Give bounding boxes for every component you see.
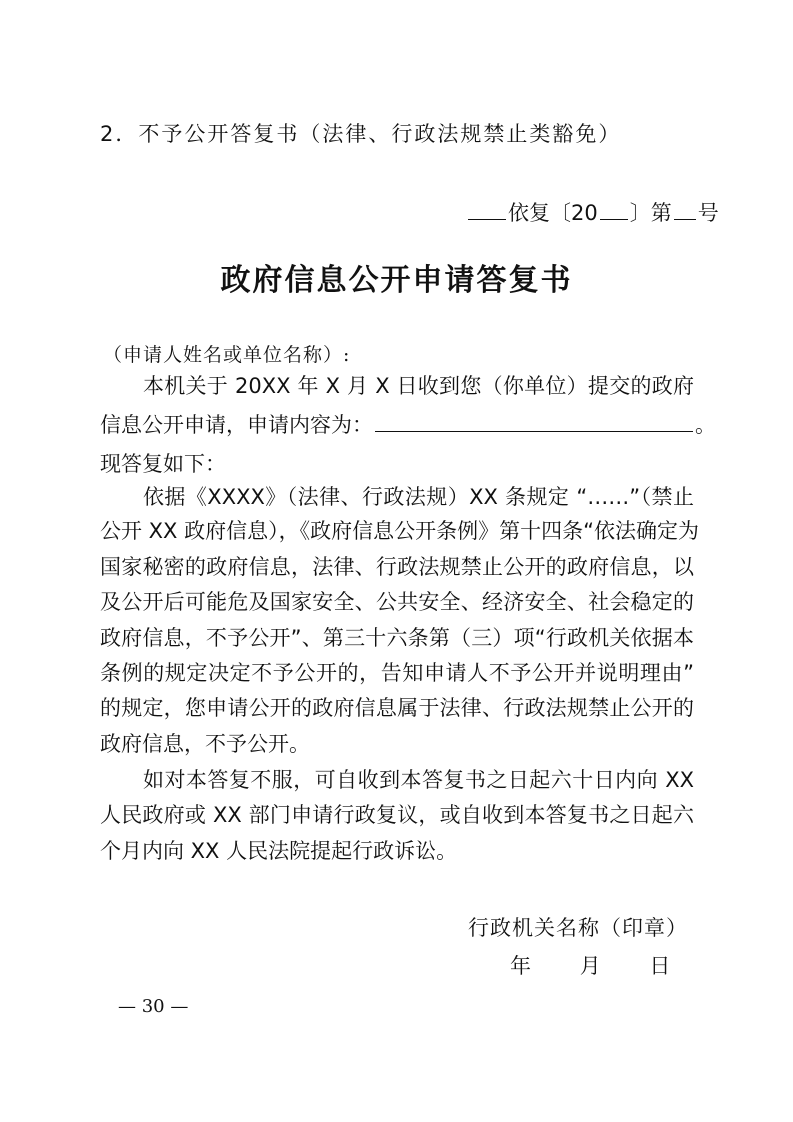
doc-number-serial-blank[interactable]: [674, 199, 696, 220]
request-content-end: 。: [695, 413, 716, 437]
doc-number-part1: 依复〔20: [508, 201, 598, 225]
paragraph1-line: [100, 409, 716, 441]
paragraph2-line: 及公开后可能危及国家安全、公共安全、经济安全、社会稳定的: [100, 590, 694, 614]
section-heading: 2．不予公开答复书（法律、行政法规禁止类豁免）: [100, 122, 622, 146]
salutation: （申请人姓名或单位名称）:: [103, 344, 351, 366]
date-year: 年: [510, 954, 531, 978]
paragraph1-line: 现答复如下：: [100, 452, 226, 476]
paragraph2-line: 公开 XX 政府信息），《政府信息公开条例》第十四条“依法确定为: [100, 519, 699, 543]
paragraph3-line: 人民政府或 XX 部门申请行政复议，或自收到本答复书之日起六: [100, 803, 694, 827]
paragraph2-line: 的规定，您申请公开的政府信息属于法律、行政法规禁止公开的: [100, 696, 694, 720]
paragraph2-line: 条例的规定决定不予公开的，告知申请人不予公开并说明理由”: [100, 661, 694, 685]
agency-seal-line: 行政机关名称（印章）: [468, 916, 688, 940]
document-title: 政府信息公开申请答复书: [220, 263, 573, 298]
paragraph1-line: 本机关于 20XX 年 X 月 X 日收到您（你单位）提交的政府: [143, 374, 694, 398]
paragraph3-line: 如对本答复不服，可自收到本答复书之日起六十日内向 XX: [143, 768, 694, 792]
doc-number-agency-blank[interactable]: [468, 199, 506, 220]
doc-number-year-blank[interactable]: [600, 199, 628, 220]
page-number: — 30 —: [118, 996, 189, 1017]
date-day: 日: [649, 954, 671, 978]
date-month: 月: [579, 954, 601, 978]
paragraph2-line: 政府信息，不予公开。: [100, 732, 310, 756]
paragraph2-line: 依据《XXXX》（法律、行政法规）XX 条规定 “……”（禁止: [143, 485, 694, 509]
paragraph2-line: 国家秘密的政府信息，法律、行政法规禁止公开的政府信息，以: [100, 555, 694, 579]
paragraph2-line: 政府信息，不予公开”、第三十六条第（三）项“行政机关依据本: [100, 626, 694, 650]
doc-number-part3: 号: [697, 201, 719, 225]
paragraph3-line: 个月内向 XX 人民法院提起行政诉讼。: [100, 839, 458, 863]
request-content-blank[interactable]: [375, 409, 693, 432]
signature-date: [510, 950, 692, 980]
doc-number-part2: 〕第: [629, 201, 672, 225]
document-number: [468, 197, 719, 227]
request-content-label: 信息公开申请，申请内容为：: [100, 413, 373, 437]
